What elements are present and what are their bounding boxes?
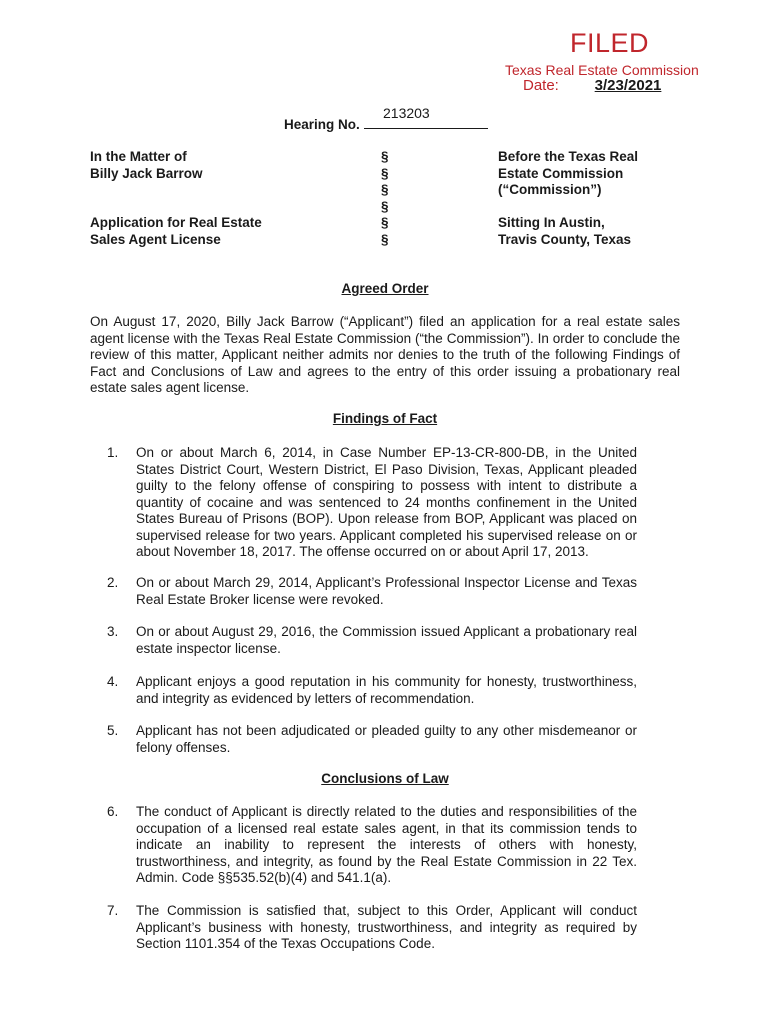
finding-text: Applicant enjoys a good reputation in his community for honesty, trustworthiness, and integrity as evidenced by letters of recommendation. [136, 674, 637, 706]
finding-number: 2. [107, 575, 119, 590]
filed-stamp-agency: Texas Real Estate Commission [505, 62, 699, 78]
section-mark: § [381, 198, 389, 214]
hearing-number-line [364, 117, 488, 129]
conclusion-number: 6. [107, 804, 119, 819]
finding-number: 1. [107, 445, 119, 460]
filed-stamp-date-value: 3/23/2021 [594, 77, 662, 94]
finding-item [107, 575, 637, 608]
section-mark: § [381, 165, 389, 181]
caption-section-column [381, 149, 401, 248]
hearing-number-value: 213203 [383, 105, 430, 121]
finding-item [107, 674, 637, 707]
caption-tribunal-line-3: (“Commission”) [498, 182, 602, 197]
finding-text: On or about March 29, 2014, Applicant’s Professional Inspector License and Texas Real Estate Broker license were revoked. [136, 575, 637, 607]
finding-text: On or about March 6, 2014, in Case Number EP-13-CR-800-DB, in the United States District Court, Western District, El Paso Division, Texas, Applicant pleaded guilty to the felony offense of conspiring to possess with intent to distribute a quantity of cocaine and was sentenced to 24 months confinement in the United States Bureau of Prisons (BOP). Upon release from BOP, Applicant was placed on supervised release for two years. Applicant completed his supervised release on or about November 18, 2017. The offense occurred on or about April 17, 2013. [136, 445, 637, 559]
finding-text: On or about August 29, 2016, the Commission issued Applicant a probationary real estate inspector license. [136, 624, 637, 656]
caption-venue-line-1: Sitting In Austin, [498, 215, 605, 230]
section-mark: § [381, 215, 389, 230]
section-mark: § [381, 149, 389, 164]
caption-right-column [498, 149, 698, 248]
filed-stamp-date-label: Date: [523, 77, 559, 94]
finding-number: 3. [107, 624, 119, 639]
caption-tribunal-line-2: Estate Commission [498, 165, 624, 181]
filed-stamp-title: FILED [570, 28, 650, 58]
finding-number: 5. [107, 723, 119, 738]
finding-item [107, 723, 637, 756]
conclusion-text: The Commission is satisfied that, subject to this Order, Applicant will conduct Applicant’s business with honesty, trustworthiness, and integrity as required by Section 1101.354 of the Texas Occupations Code. [136, 903, 637, 951]
caption-application-line-1: Application for Real Estate [90, 215, 262, 230]
conclusion-item [107, 804, 637, 887]
caption-party-name: Billy Jack Barrow [90, 165, 203, 181]
conclusion-item [107, 903, 637, 953]
caption-venue-line-2: Travis County, Texas [498, 231, 632, 247]
conclusion-number: 7. [107, 903, 119, 918]
hearing-number-row [284, 117, 488, 132]
findings-heading: Findings of Fact [332, 411, 438, 426]
hearing-number-label: Hearing No. [284, 117, 360, 132]
agreed-order-intro: On August 17, 2020, Billy Jack Barrow (“Applicant”) filed an application for a real estate sales agent license with the Texas Real Estate Commission (“the Commission”). In order to conclude the review of this matter, Applicant neither admits nor denies to the truth of the following Findings of Fact and Conclusions of Law and agrees to the entry of this order issuing a probationary real estate sales agent license. [90, 314, 680, 395]
section-mark: § [381, 231, 389, 247]
finding-text: Applicant has not been adjudicated or pleaded guilty to any other misdemeanor or felony offenses. [136, 723, 637, 755]
caption-left-column [90, 149, 320, 248]
finding-item [107, 624, 637, 657]
finding-number: 4. [107, 674, 119, 689]
section-mark: § [381, 182, 389, 197]
conclusion-text: The conduct of Applicant is directly related to the duties and responsibilities of the occupation of a licensed real estate sales agent, in that its commission tends to indicate an inability to represent the interests of others with honesty, trustworthiness, and integrity, as found by the Real Estate Commission in 22 Tex. Admin. Code §§535.52(b)(4) and 541.1(a). [136, 804, 637, 885]
filed-stamp-date-row [523, 77, 693, 94]
caption-matter-label: In the Matter of [90, 149, 187, 164]
conclusions-heading: Conclusions of Law [321, 771, 449, 786]
finding-item [107, 445, 637, 561]
caption-tribunal-line-1: Before the Texas Real [498, 149, 639, 164]
caption-application-line-2: Sales Agent License [90, 231, 221, 247]
agreed-order-heading: Agreed Order [341, 281, 429, 296]
